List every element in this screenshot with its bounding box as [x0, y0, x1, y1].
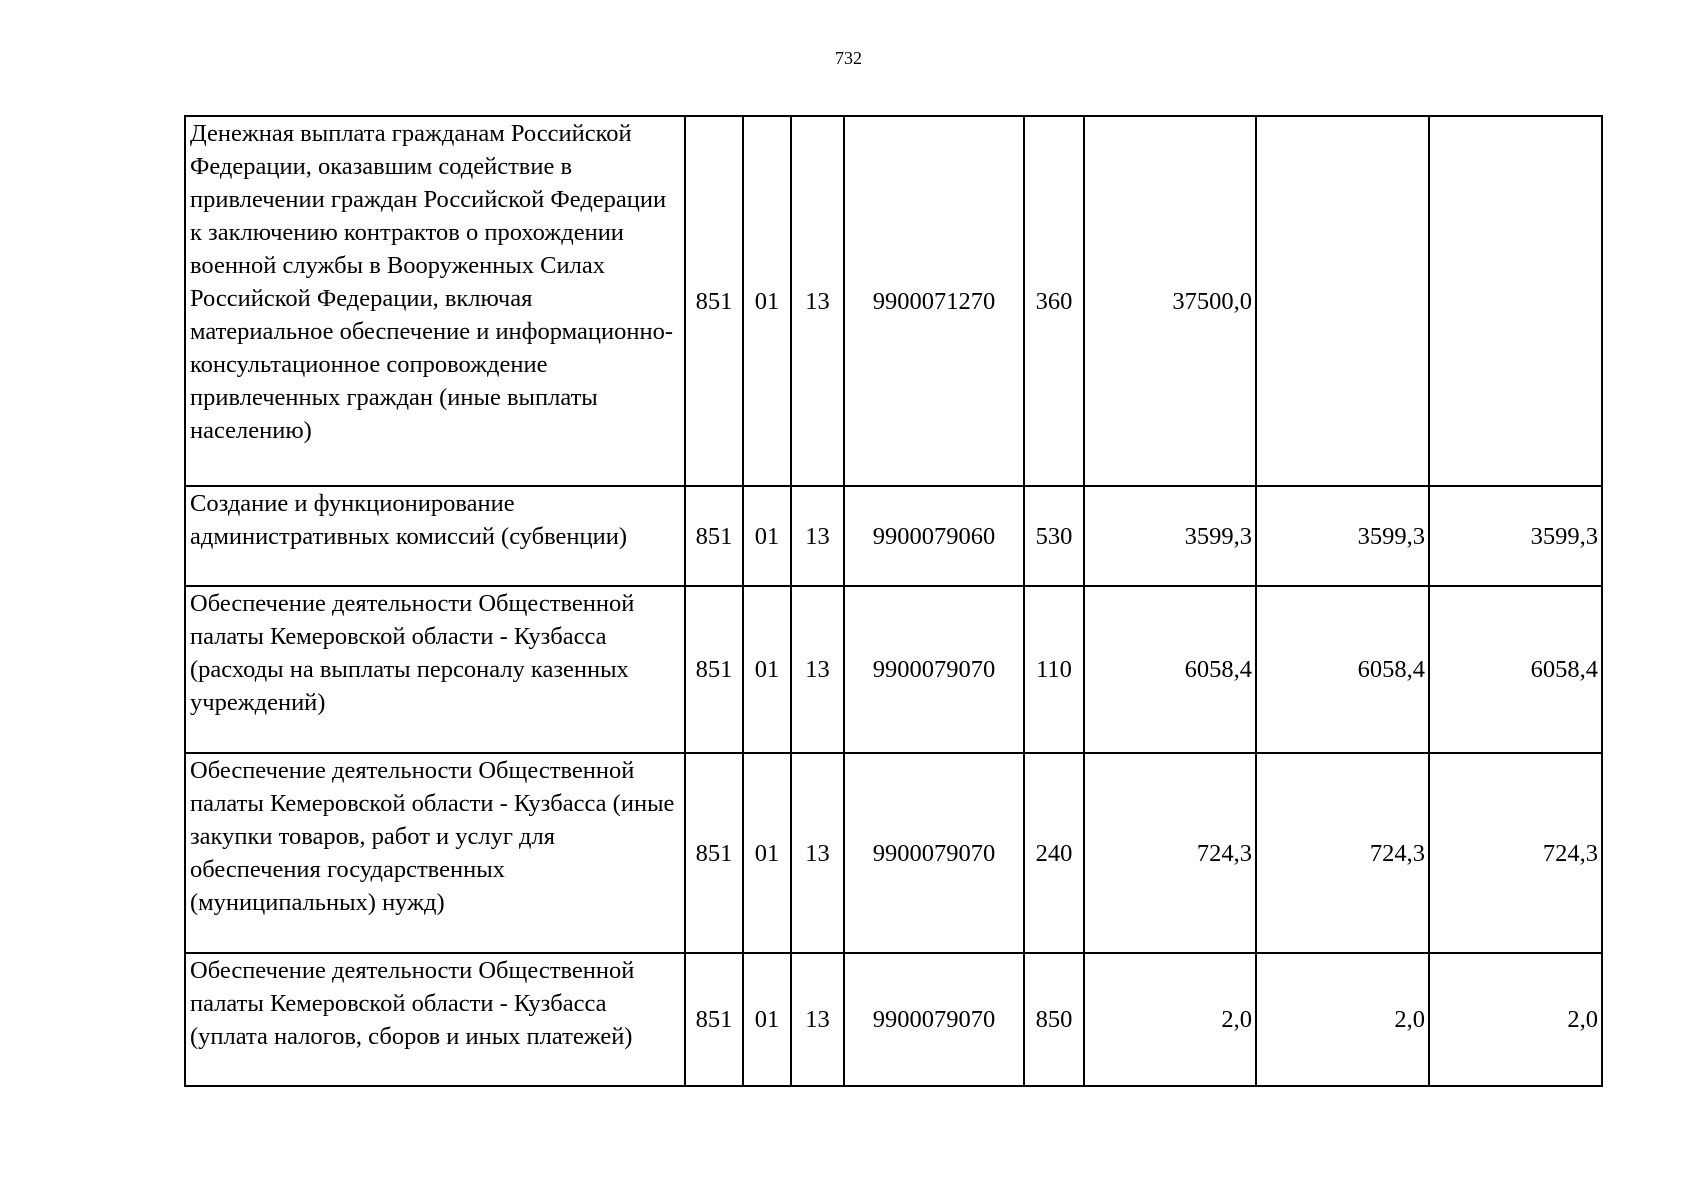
section-code: 01 [743, 586, 791, 753]
target-article-code: 9900079060 [844, 486, 1024, 586]
section-code: 01 [743, 753, 791, 953]
table-row [185, 116, 1602, 486]
subsection-code: 13 [791, 753, 844, 953]
ministry-code: 851 [685, 953, 743, 1086]
expense-type-code: 360 [1024, 116, 1084, 486]
table-row [185, 753, 1602, 953]
table-row [185, 953, 1602, 1086]
section-code: 01 [743, 116, 791, 486]
amount-year-3: 724,3 [1429, 753, 1602, 953]
page-number: 732 [835, 48, 862, 68]
ministry-code: 851 [685, 753, 743, 953]
expense-type-code: 850 [1024, 953, 1084, 1086]
amount-year-2: 724,3 [1256, 753, 1429, 953]
amount-year-2 [1256, 116, 1429, 486]
amount-year-1: 3599,3 [1084, 486, 1256, 586]
section-code: 01 [743, 953, 791, 1086]
amount-year-3 [1429, 116, 1602, 486]
amount-year-1: 724,3 [1084, 753, 1256, 953]
target-article-code: 9900079070 [844, 753, 1024, 953]
target-article-code: 9900079070 [844, 586, 1024, 753]
expense-name: Денежная выплата гражданам Российской Федерации, оказавшим содействие в привлечении граждан Российской Федерации к заключению контрактов о прохождении военной службы в Вооруженных Силах Российской Федерации, включая материальное обеспечение и информационно-консультационное сопровождение привлеченных граждан (иные выплаты населению) [185, 116, 685, 486]
expense-name: Обеспечение деятельности Общественной палаты Кемеровской области - Кузбасса (расходы на выплаты персоналу казенных учреждений) [185, 586, 685, 753]
expense-type-code: 110 [1024, 586, 1084, 753]
budget-table [184, 115, 1603, 1087]
expense-name: Обеспечение деятельности Общественной палаты Кемеровской области - Кузбасса (иные закупки товаров, работ и услуг для обеспечения государственных (муниципальных) нужд) [185, 753, 685, 953]
amount-year-2: 2,0 [1256, 953, 1429, 1086]
expense-type-code: 240 [1024, 753, 1084, 953]
ministry-code: 851 [685, 486, 743, 586]
amount-year-3: 3599,3 [1429, 486, 1602, 586]
section-code: 01 [743, 486, 791, 586]
subsection-code: 13 [791, 953, 844, 1086]
expense-type-code: 530 [1024, 486, 1084, 586]
ministry-code: 851 [685, 586, 743, 753]
expense-name: Обеспечение деятельности Общественной палаты Кемеровской области - Кузбасса (уплата налогов, сборов и иных платежей) [185, 953, 685, 1086]
amount-year-2: 6058,4 [1256, 586, 1429, 753]
amount-year-3: 2,0 [1429, 953, 1602, 1086]
amount-year-1: 6058,4 [1084, 586, 1256, 753]
subsection-code: 13 [791, 586, 844, 753]
table-row [185, 586, 1602, 753]
subsection-code: 13 [791, 116, 844, 486]
amount-year-3: 6058,4 [1429, 586, 1602, 753]
table-row [185, 486, 1602, 586]
ministry-code: 851 [685, 116, 743, 486]
subsection-code: 13 [791, 486, 844, 586]
amount-year-1: 37500,0 [1084, 116, 1256, 486]
expense-name: Создание и функционирование административных комиссий (субвенции) [185, 486, 685, 586]
amount-year-1: 2,0 [1084, 953, 1256, 1086]
target-article-code: 9900071270 [844, 116, 1024, 486]
amount-year-2: 3599,3 [1256, 486, 1429, 586]
target-article-code: 9900079070 [844, 953, 1024, 1086]
